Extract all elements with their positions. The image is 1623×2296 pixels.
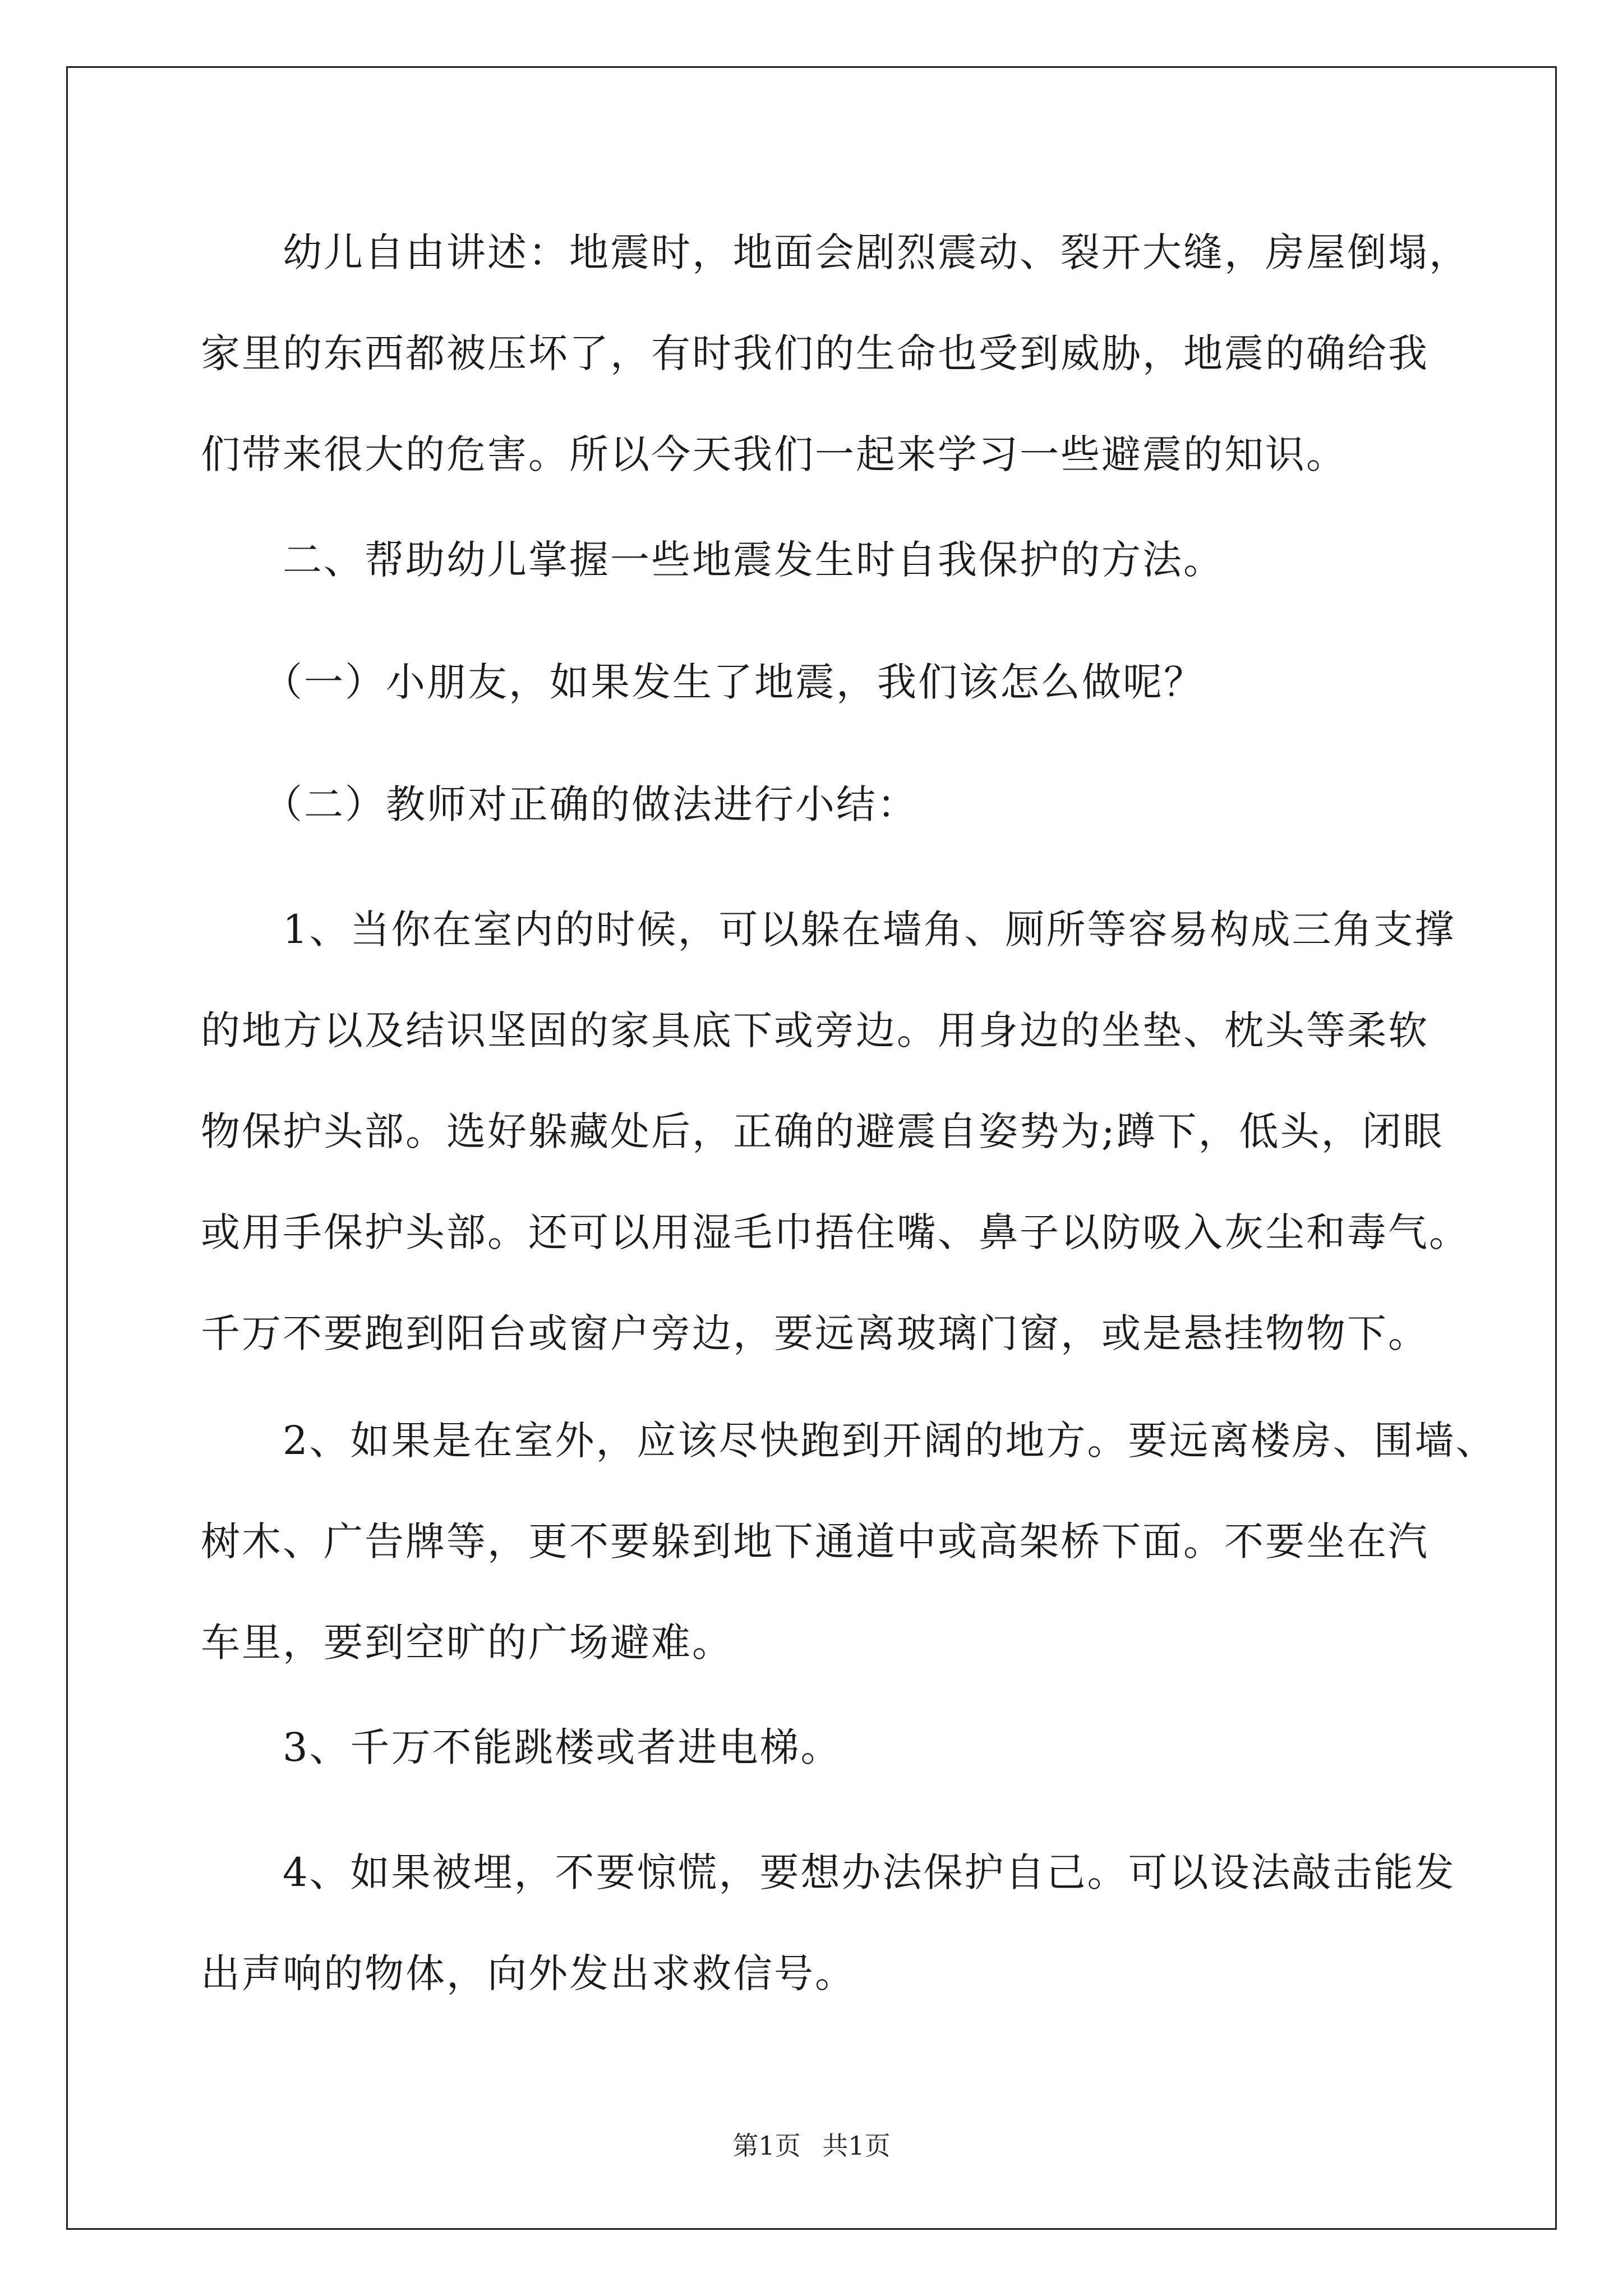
paragraph-section-two [201,509,1440,610]
page-total: 共1页 [822,2131,891,2161]
text-line: 树木、广告牌等，更不要躲到地下通道中或高架桥下面。不要坐在汽 [201,1519,1429,1565]
paragraph-question [201,632,1440,733]
text-line: 或用手保护头部。还可以用湿毛巾捂住嘴、鼻子以防吸入灰尘和毒气。 [201,1209,1470,1255]
paragraph-item-2 [201,1390,1497,1693]
text-line: 出声响的物体，向外发出求救信号。 [201,1950,856,1996]
text-line: 车里，要到空旷的广场避难。 [201,1619,733,1665]
text-line: 1、当你在室内的时候，可以躲在墙角、厕所等容易构成三角支撑 [201,907,1456,953]
paragraph-summary-heading [201,754,1440,855]
text-line: 2、如果是在室外，应该尽快跑到开阔的地方。要远离楼房、围墙、 [201,1418,1497,1464]
text-line: 家里的东西都被压坏了，有时我们的生命也受到威胁，地震的确给我 [201,330,1429,376]
text-line: 3、千万不能跳楼或者进电梯。 [201,1724,842,1770]
text-line: 幼儿自由讲述：地震时，地面会剧烈震动、裂开大缝，房屋倒塌， [201,229,1470,275]
page-number: 第1页 [732,2131,801,2161]
paragraph-intro [201,202,1470,505]
paragraph-item-3 [201,1697,1440,1798]
text-line: （一）小朋友，如果发生了地震，我们该怎么做呢？ [201,659,1205,705]
text-line: 的地方以及结识坚固的家具底下或旁边。用身边的坐垫、枕头等柔软 [201,1007,1429,1053]
text-line: 二、帮助幼儿掌握一些地震发生时自我保护的方法。 [201,537,1224,583]
text-line: 们带来很大的危害。所以今天我们一起来学习一些避震的知识。 [201,431,1347,477]
text-line: 千万不要跑到阳台或窗户旁边，要远离玻璃门窗，或是悬挂物物下。 [201,1310,1429,1356]
text-line: 物保护头部。选好躲藏处后，正确的避震自姿势为;蹲下，低头，闭眼 [201,1108,1444,1154]
text-line: 4、如果被埋，不要惊慌，要想办法保护自己。可以设法敲击能发 [201,1849,1456,1895]
paragraph-item-1 [201,879,1470,1384]
page-footer [0,2129,1623,2162]
text-line: （二）教师对正确的做法进行小结： [201,781,918,827]
paragraph-item-4 [201,1822,1456,2024]
